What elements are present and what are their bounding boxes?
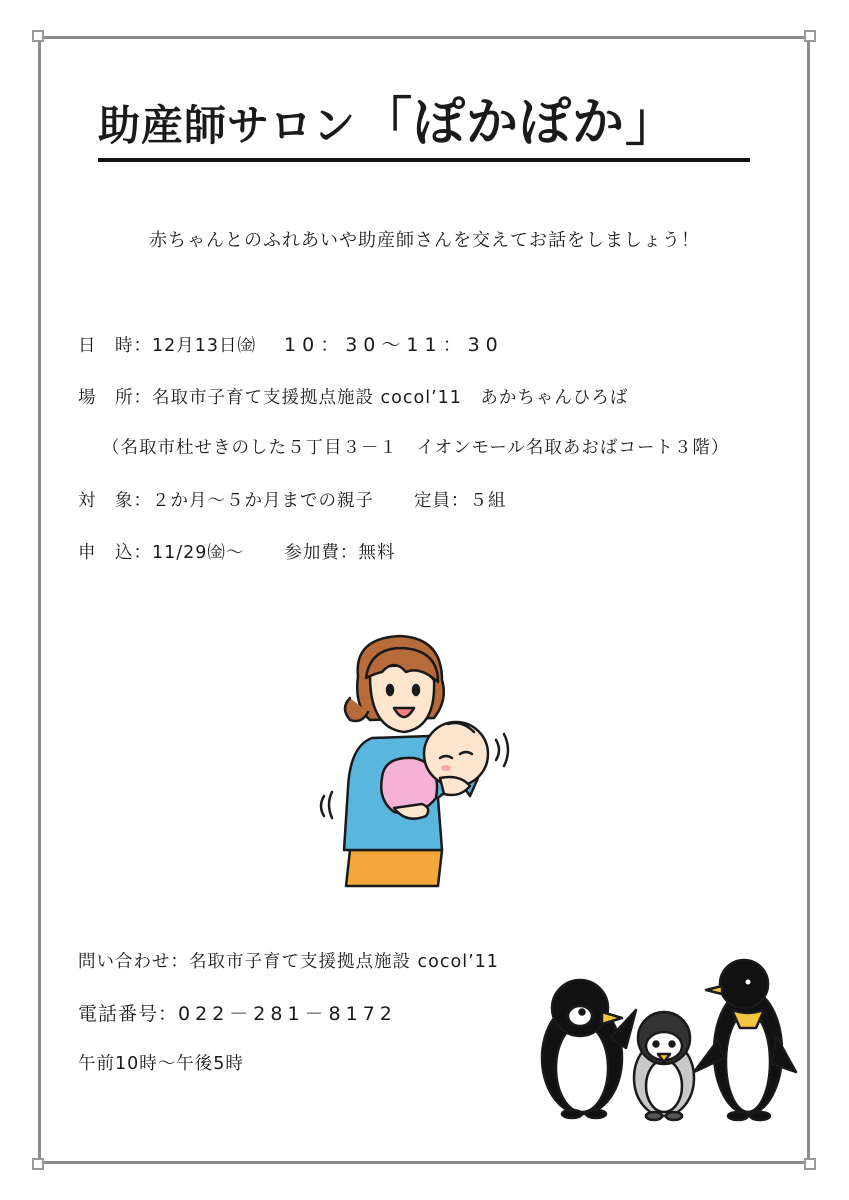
mother-holding-baby-illustration	[310, 628, 520, 888]
inquiry-value: 名取市子育て支援拠点施設 cocol’11	[189, 952, 499, 972]
border-corner-bottom-left	[32, 1158, 44, 1170]
penguin-family-illustration	[510, 940, 806, 1130]
target-row	[78, 487, 507, 512]
capacity-text: 定員：５組	[414, 491, 507, 511]
target-label: 対 象：	[78, 491, 152, 511]
phone-row	[78, 999, 397, 1026]
apply-row	[78, 539, 395, 564]
datetime-row	[78, 330, 504, 357]
border-corner-top-right	[804, 30, 816, 42]
place-value: 名取市子育て支援拠点施設 cocol’11 あかちゃんひろば	[152, 388, 629, 408]
intro-text: 赤ちゃんとのふれあいや助産師さんを交えてお話をしましょう！	[149, 230, 700, 251]
address-row: （名取市杜せきのした５丁目３－１ イオンモール名取あおばコート３階）	[102, 438, 730, 458]
target-value: ２か月～５か月までの親子	[152, 491, 374, 511]
title-underline	[98, 158, 750, 162]
border-corner-bottom-right	[804, 1158, 816, 1170]
phone-label: 電話番号：	[78, 1003, 179, 1025]
inquiry-row	[78, 948, 499, 973]
apply-label: 申 込：	[78, 543, 152, 563]
title-main: 助産師サロン	[98, 101, 357, 150]
phone-number: 022－281－8172	[178, 1003, 397, 1025]
title-sub: 「ぽかぽか」	[360, 93, 679, 153]
datetime-date: 12月13日㈮	[152, 336, 257, 356]
datetime-time: 10：30～11：30	[284, 334, 504, 356]
border-corner-top-left	[32, 30, 44, 42]
apply-value: 11/29㈮～	[152, 543, 245, 563]
hours-row: 午前10時～午後5時	[78, 1054, 244, 1074]
inquiry-label: 問い合わせ：	[78, 952, 189, 972]
place-row	[78, 384, 628, 409]
page-title	[98, 88, 750, 158]
fee-text: 参加費：無料	[284, 543, 396, 563]
place-label: 場 所：	[78, 388, 152, 408]
datetime-label: 日 時：	[78, 336, 152, 356]
